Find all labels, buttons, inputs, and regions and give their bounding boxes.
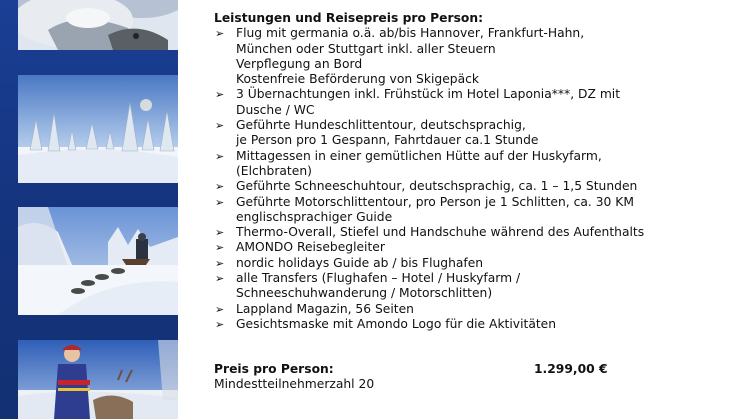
arrow-bullet-icon: ➢ <box>215 256 225 270</box>
item-line: Geführte Motorschlittentour, pro Person je 1 Schlitten, ca. 30 KM <box>236 194 634 209</box>
list-item <box>214 256 734 271</box>
list-item <box>214 225 734 240</box>
list-item <box>214 118 734 149</box>
blue-sidebar <box>0 0 178 419</box>
arrow-bullet-icon: ➢ <box>215 272 225 286</box>
item-line: AMONDO Reisebegleiter <box>236 240 385 255</box>
item-line: Kostenfreie Beförderung von Skigepäck <box>236 72 479 87</box>
item-line: nordic holidays Guide ab / bis Flughafen <box>236 255 484 270</box>
item-line: Verpflegung an Bord <box>236 56 363 71</box>
item-line: englischsprachiger Guide <box>236 209 393 224</box>
services-section <box>214 11 734 332</box>
list-item <box>214 271 734 302</box>
price-value: 1.299,00 € <box>534 362 608 376</box>
item-line: Mittagessen in einer gemütlichen Hütte auf der Huskyfarm, <box>236 148 602 163</box>
item-line: München oder Stuttgart inkl. aller Steuern <box>236 41 496 56</box>
services-list <box>214 26 734 332</box>
arrow-bullet-icon: ➢ <box>215 241 225 255</box>
item-line: Dusche / WC <box>236 102 315 117</box>
price-section <box>214 362 614 392</box>
dog-sled-photo <box>18 207 178 315</box>
list-item <box>214 26 734 87</box>
arrow-bullet-icon: ➢ <box>215 226 225 240</box>
arrow-bullet-icon: ➢ <box>215 195 225 209</box>
item-line: (Elchbraten) <box>236 163 312 178</box>
services-heading: Leistungen und Reisepreis pro Person: <box>214 11 484 25</box>
item-line: Schneeschuhwanderung / Motorschlitten) <box>236 286 493 301</box>
item-line: Lappland Magazin, 56 Seiten <box>236 301 414 316</box>
arrow-bullet-icon: ➢ <box>215 27 225 41</box>
item-line: Geführte Hundeschlittentour, deutschsprachig, <box>236 118 526 133</box>
list-item <box>214 317 734 332</box>
list-item <box>214 179 734 194</box>
item-line: Gesichtsmaske mit Amondo Logo für die Aktivitäten <box>236 316 557 331</box>
arrow-bullet-icon: ➢ <box>215 149 225 163</box>
item-line: alle Transfers (Flughafen – Hotel / Huskyfarm / <box>236 271 521 286</box>
arrow-bullet-icon: ➢ <box>215 180 225 194</box>
list-item <box>214 149 734 180</box>
item-line: je Person pro 1 Gespann, Fahrtdauer ca.1 Stunde <box>236 133 539 148</box>
list-item <box>214 240 734 255</box>
list-item <box>214 87 734 118</box>
snowy-forest-photo <box>18 75 178 183</box>
list-item <box>214 195 734 226</box>
item-line: Geführte Schneeschuhtour, deutschsprachig, ca. 1 – 1,5 Stunden <box>236 179 638 194</box>
price-label: Preis pro Person: <box>214 362 334 376</box>
price-row <box>214 362 614 377</box>
arrow-bullet-icon: ➢ <box>215 88 225 102</box>
sami-person-photo <box>18 340 178 419</box>
min-participants: Mindestteilnehmerzahl 20 <box>214 377 375 391</box>
item-line: Flug mit germania o.ä. ab/bis Hannover, Frankfurt-Hahn, <box>236 26 585 41</box>
husky-dog-photo <box>18 0 178 50</box>
arrow-bullet-icon: ➢ <box>215 317 225 331</box>
list-item <box>214 302 734 317</box>
item-line: Thermo-Overall, Stiefel und Handschuhe während des Aufenthalts <box>236 225 645 240</box>
item-line: 3 Übernachtungen inkl. Frühstück im Hotel Laponia***, DZ mit <box>236 87 621 102</box>
arrow-bullet-icon: ➢ <box>215 302 225 316</box>
arrow-bullet-icon: ➢ <box>215 119 225 133</box>
